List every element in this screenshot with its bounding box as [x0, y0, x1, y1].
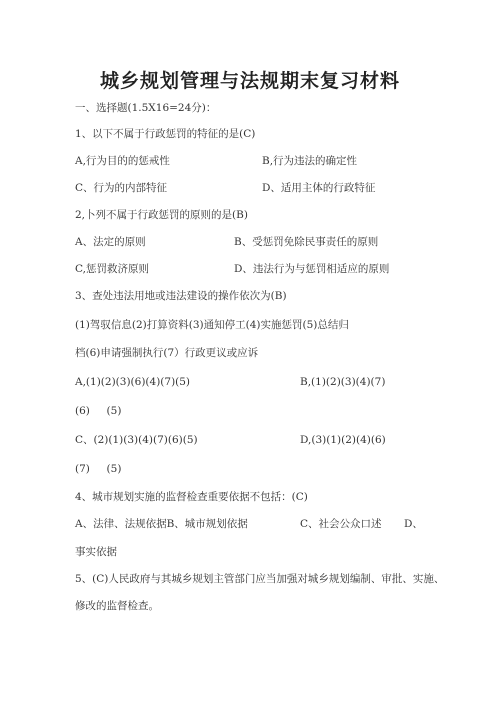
- question-4-option-c: C、社会公众口述: [300, 518, 382, 530]
- question-3-option-b-continued: (6) (5): [75, 405, 122, 417]
- question-3-option-b: B,(1)(2)(3)(4)(7): [300, 376, 386, 388]
- question-4-stem: 4、城市规划实施的监督检查重要依据不包括：(C): [75, 491, 308, 503]
- question-1-option-c: C、行为的内部特征: [75, 182, 168, 194]
- question-2-option-d: D、违法行为与惩罚相适应的原则: [234, 263, 390, 275]
- question-3-option-c: C、(2)(1)(3)(4)(7)(6)(5): [75, 434, 198, 446]
- question-3-option-d-continued: (7) (5): [75, 463, 122, 475]
- question-3-option-a: A,(1)(2)(3)(6)(4)(7)(5): [75, 376, 191, 388]
- question-2-option-b: B、受惩罚免除民事责任的原则: [234, 236, 379, 248]
- question-2-option-a: A、法定的原则: [75, 236, 146, 248]
- question-3-steps-line-1: (1)驾驭信息(2)打算资料(3)通知停工(4)实施惩罚(5)总结归: [75, 319, 349, 331]
- question-2-stem: 2,卜列不属于行政惩罚的原则的是(B): [75, 209, 248, 221]
- question-4-option-ab: A、法律、法规依据B、城市规划依据: [75, 518, 248, 530]
- section-heading: 一、选择题(1.5X16=24分)：: [75, 102, 217, 114]
- question-1-option-a: A,行为目的的惩戒性: [75, 155, 170, 167]
- question-5-line-1: 5、(C)人民政府与其城乡规划主管部门应当加强对城乡规划编制、审批、实施、: [75, 573, 445, 585]
- question-4-option-d: D、: [404, 518, 423, 530]
- question-2-option-c: C,惩罚救济原则: [75, 263, 149, 275]
- question-1-option-d: D、适用主体的行政特征: [262, 182, 376, 194]
- question-5-line-2: 修改的监督检查。: [75, 600, 159, 612]
- question-1-stem: 1、以下不属于行政惩罚的特征的是(C): [75, 128, 256, 140]
- page-title: 城乡规划管理与法规期末复习材料: [99, 70, 400, 92]
- question-3-steps-line-2: 档(6)申请强制执行(7）行政更议或应诉: [75, 347, 259, 359]
- question-3-stem: 3、查处违法用地或违法建设的操作依次为(B): [75, 290, 287, 302]
- question-3-option-d: D,(3)(1)(2)(4)(6): [300, 434, 386, 446]
- question-4-option-d-continued: 事实依据: [75, 546, 117, 558]
- question-1-option-b: B,行为违法的确定性: [262, 155, 358, 167]
